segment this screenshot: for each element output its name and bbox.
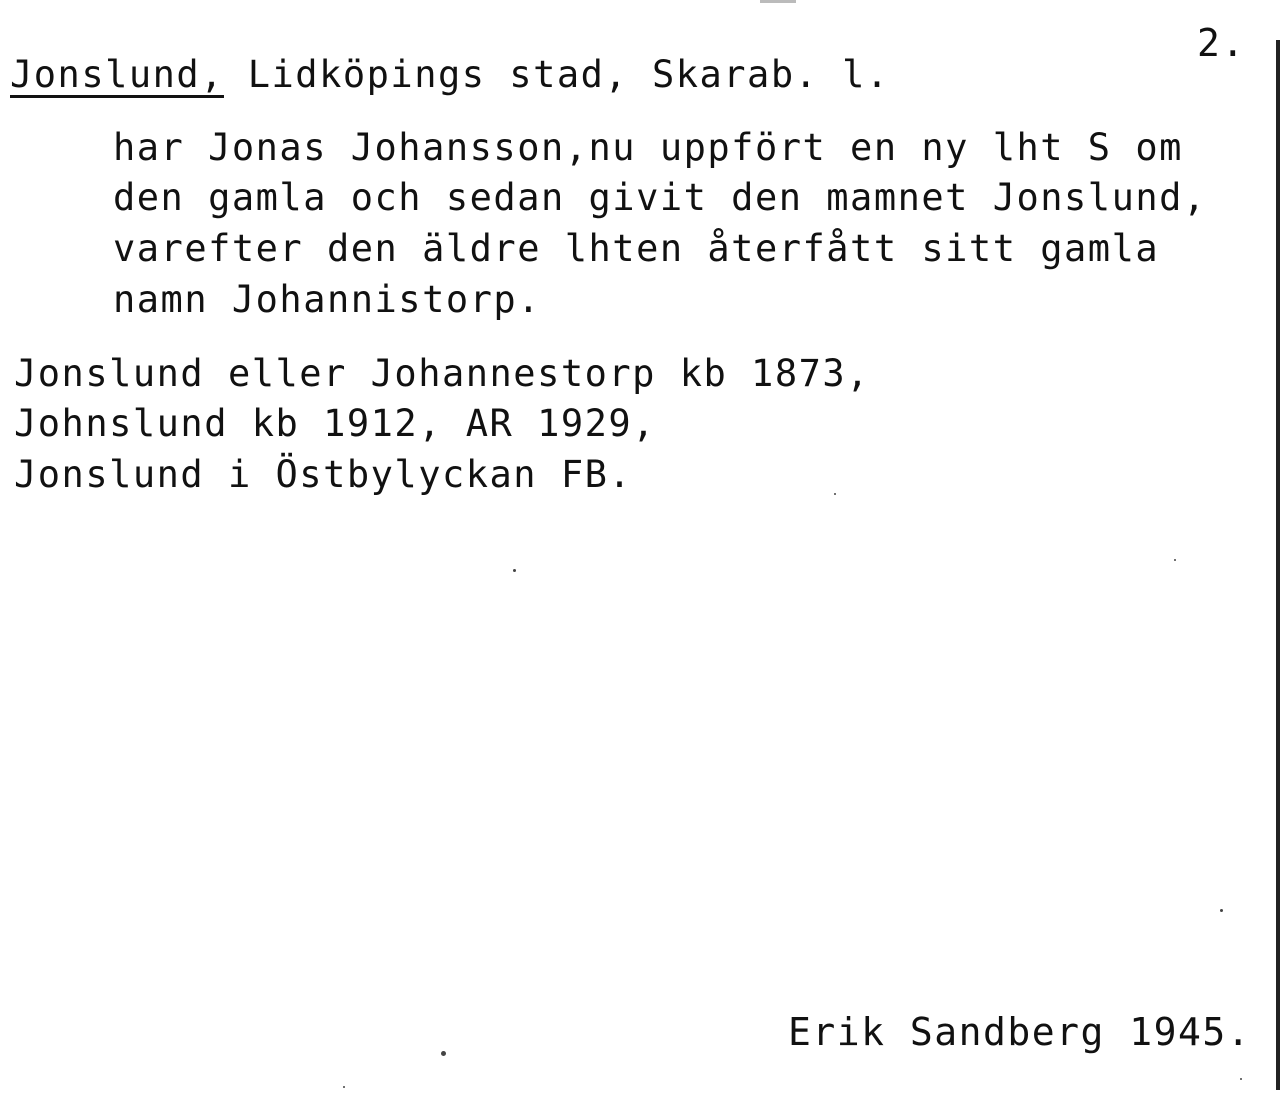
place-name: Jonslund, [10, 53, 224, 96]
body-line-4: namn Johannistorp. [113, 278, 541, 321]
source-line-1: Jonslund eller Johannestorp kb 1873, [14, 352, 870, 395]
scan-speck [513, 569, 516, 572]
body-line-2: den gamla och sedan givit den mamnet Jonslund, [113, 176, 1207, 219]
scan-speck [343, 1086, 345, 1088]
scan-speck [1220, 909, 1223, 912]
card-number: 2. [1197, 21, 1246, 65]
signature: Erik Sandberg 1945. [788, 1010, 1252, 1054]
scan-speck [834, 493, 836, 495]
body-line-3: varefter den äldre lhten återfått sitt gamla [113, 227, 1160, 270]
scan-speck [1174, 559, 1176, 561]
scan-mark [760, 0, 796, 3]
body-line-1: har Jonas Johansson,nu uppfört en ny lht S om [113, 126, 1183, 169]
scan-speck [1240, 1078, 1242, 1080]
source-line-3: Jonslund i Östbylyckan FB. [14, 453, 633, 496]
source-line-2: Johnslund kb 1912, AR 1929, [14, 402, 656, 445]
card-right-edge [1276, 40, 1280, 1090]
place-location: Lidköpings stad, Skarab. l. [223, 53, 890, 96]
card-heading [10, 53, 890, 96]
scan-speck [441, 1051, 446, 1056]
